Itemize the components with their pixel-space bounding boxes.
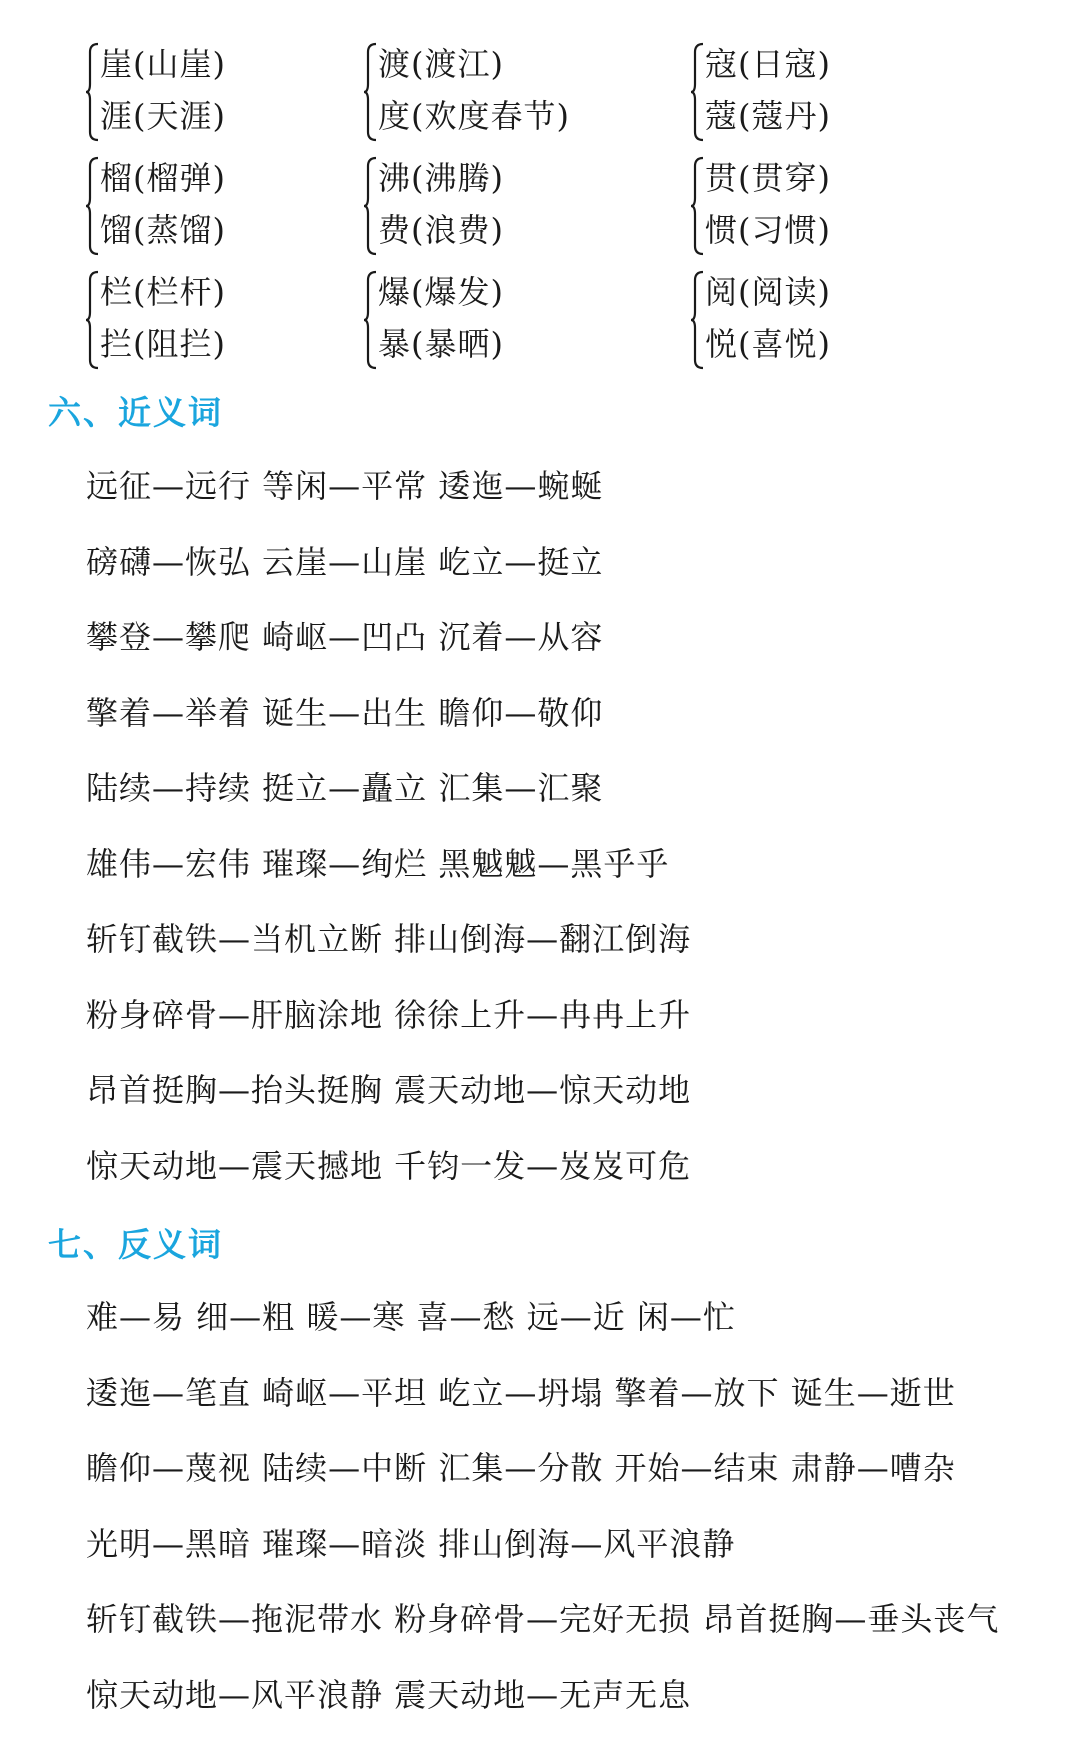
- synonym-line: 雄伟—宏伟 璀璨—绚烂 黑魆魆—黑乎乎: [86, 844, 670, 883]
- character-pair: [86, 152, 364, 262]
- pair-entry-bottom: 涯(天涯): [100, 97, 226, 135]
- synonym-line: 昂首挺胸—抬头挺胸 震天动地—惊天动地: [86, 1071, 692, 1109]
- character-pair: [86, 38, 364, 148]
- synonym-line: 擎着—举着 诞生—出生 瞻仰—敬仰: [86, 693, 604, 732]
- pair-entry-top: 栏(栏杆): [100, 273, 226, 311]
- pair-entry-top: 榴(榴弹): [100, 159, 226, 197]
- pair-entry-bottom: 暴(暴晒): [378, 325, 504, 363]
- group-row: [86, 38, 986, 152]
- similar-character-groups: [86, 38, 986, 380]
- pair-entry-bottom: 拦(阻拦): [100, 325, 226, 363]
- pair-entry-top: 沸(沸腾): [378, 159, 504, 197]
- pair-entry-top: 贯(贯穿): [705, 159, 831, 197]
- pair-entry-top: 渡(渡江): [378, 45, 504, 83]
- character-pair: [364, 152, 691, 262]
- antonym-line: 逶迤—笔直 崎岖—平坦 屹立—坍塌 擎着—放下 诞生—逝世: [86, 1373, 956, 1412]
- pair-entry-bottom: 蔻(蔻丹): [705, 97, 831, 135]
- group-row: [86, 266, 986, 380]
- character-pair: [364, 38, 691, 148]
- pair-entry-top: 寇(日寇): [705, 45, 831, 83]
- synonym-line: 粉身碎骨—肝脑涂地 徐徐上升—冉冉上升: [86, 995, 692, 1034]
- brace-icon: [86, 270, 100, 370]
- antonym-line: 斩钉截铁—拖泥带水 粉身碎骨—完好无损 昂首挺胸—垂头丧气: [86, 1600, 1000, 1638]
- pair-entry-bottom: 度(欢度春节): [378, 97, 570, 135]
- synonym-line: 攀登—攀爬 崎岖—凹凸 沉着—从容: [86, 618, 604, 656]
- antonym-line: 难—易 细—粗 暖—寒 喜—愁 远—近 闲—忙: [86, 1298, 736, 1336]
- pair-entry-top: 爆(爆发): [378, 273, 504, 311]
- brace-icon: [691, 156, 705, 256]
- synonym-line: 陆续—持续 挺立—矗立 汇集—汇聚: [86, 769, 604, 807]
- character-pair: [691, 266, 951, 376]
- brace-icon: [364, 42, 378, 142]
- character-pair: [691, 152, 951, 262]
- brace-icon: [364, 156, 378, 256]
- brace-icon: [86, 42, 100, 142]
- synonym-line: 远征—远行 等闲—平常 逶迤—蜿蜒: [86, 467, 604, 505]
- pair-entry-bottom: 馏(蒸馏): [100, 211, 226, 249]
- brace-icon: [86, 156, 100, 256]
- synonym-line: 磅礴—恢弘 云崖—山崖 屹立—挺立: [86, 542, 604, 581]
- synonym-line: 惊天动地—震天撼地 千钧一发—岌岌可危: [86, 1146, 692, 1185]
- synonyms-list: [86, 464, 1076, 1219]
- pair-entry-bottom: 费(浪费): [378, 211, 504, 249]
- group-row: [86, 152, 986, 266]
- brace-icon: [691, 42, 705, 142]
- synonym-line: 斩钉截铁—当机立断 排山倒海—翻江倒海: [86, 920, 692, 958]
- pair-entry-bottom: 惯(习惯): [705, 211, 831, 249]
- character-pair: [364, 266, 691, 376]
- pair-entry-top: 阅(阅读): [705, 273, 831, 311]
- pair-entry-bottom: 悦(喜悦): [705, 325, 831, 363]
- brace-icon: [691, 270, 705, 370]
- section-title-antonyms: 七、反义词: [48, 1225, 223, 1264]
- antonym-line: 光明—黑暗 璀璨—暗淡 排山倒海—风平浪静: [86, 1524, 736, 1563]
- antonym-line: 惊天动地—风平浪静 震天动地—无声无息: [86, 1675, 692, 1714]
- antonym-line: 瞻仰—蔑视 陆续—中断 汇集—分散 开始—结束 肃静—嘈杂: [86, 1449, 956, 1487]
- pair-entry-top: 崖(山崖): [100, 45, 226, 83]
- brace-icon: [364, 270, 378, 370]
- character-pair: [86, 266, 364, 376]
- character-pair: [691, 38, 951, 148]
- antonyms-list: [86, 1295, 1076, 1748]
- section-title-synonyms: 六、近义词: [48, 393, 223, 432]
